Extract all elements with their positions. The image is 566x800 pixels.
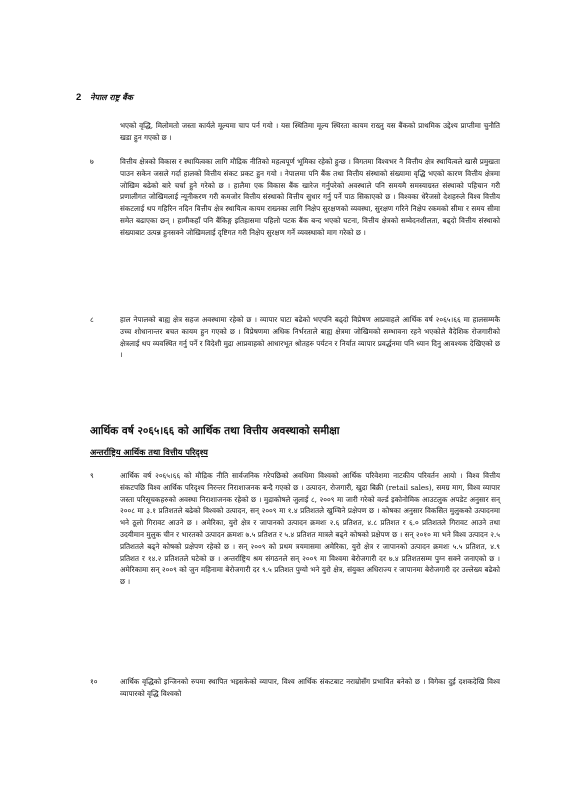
page-number: 2 [76, 92, 82, 103]
paragraph-continued: भएको वृद्धि, मिलोमतो जस्ता कार्यले मूल्यमा चाप पर्न गयो । यस स्थितिमा मूल्य स्थिरता कायम राख्नु यस बैंकको प्राथमिक उद्देश्य प्राप्तीमा चुनौति खडा हुन गएको छ । [120, 121, 500, 142]
paragraph-7: वित्तीय क्षेत्रको विकास र स्थायित्वका लागि मौद्रिक नीतिको महत्वपूर्ण भूमिका रहेको हुन्छ । विगतमा विश्वभर नै वित्तीय क्षेत्र स्थायित्वले खासै प्रमुखता पाउन सकेन जसले गर्दा हालको वित्तीय संकट प्रकट हुन गयो । नेपालमा पनि बैंक तथा वित्तीय संस्थाको संख्यामा वृद्धि भएको कारण वित्तीय क्षेत्रमा जोखिम बढेको बारे चर्चा हुने गरेको छ । हालैमा एक विकास बैंक खारेज गर्नुपरेको अवस्थाले पनि समयमै समस्याग्रस्त संस्थाको पहिचान गरी प्रणालीगत जोखिमलाई न्यूनीकरण गरी कमजोर वित्तीय संस्थाको वित्तीय सुधार गर्नु पर्ने पाठ सिकाएको छ । विश्वका धेरैजसो देशहरुले विश्व वित्तीय संकटलाई थप गहिरिन नदिन वित्तीय क्षेत्र स्थायित्व कायम राख्नका लागि निक्षेप सुरक्षणको व्यवस्था, सुरक्षण गरिने निक्षेप रकमको सीमा र समय सीमा समेत बढाएका छन् । हामीकहाँ पनि बैंकिङ्ग इतिहासमा पहिलो पटक बैंक बन्द भएको घटना, वित्तीय क्षेत्रको सम्वेदनशीलता, बढ्दो वित्तीय संस्थाको संख्याबाट उत्पन्न हुनसक्ने जोखिमलाई दृष्टिगत गरी निक्षेप सुरक्षण गर्ने व्यवस्थाको माग गरेको छ । [120, 157, 500, 237]
running-title: नेपाल राष्ट्र बैंक [90, 92, 133, 102]
section-heading: आर्थिक वर्ष २०६५।६६ को आर्थिक तथा वित्तीय अवस्थाको समीक्षा [90, 425, 340, 437]
paragraph-9: आर्थिक वर्ष २०६५।६६ को मौद्रिक नीति सार्वजनिक गरेपछिको अवधिमा विश्वको आर्थिक परिवेशमा नाटकीय परिवर्तन आयो । विश्व वित्तीय संकटपछि विश्व आर्थिक परिदृश्य निरन्तर निराशाजनक बन्दै गएको छ । उत्पादन, रोजगारी, खुद्रा बिक्री (retail sales), समग्र माग, विश्व व्यापार जस्ता परिसूचकहरुको अवस्था निराशाजनक रहेको छ । मुद्राकोषले जुलाई ८, २००९ मा जारी गरेको वर्ल्ड इकोनोमिक आउटलुक अपडेट अनुसार सन् २००८ मा ३.१ प्रतिशतले बढेको विश्वको उत्पादन, सन् २००९ मा १.४ प्रतिशतले खुम्चिने प्रक्षेपण छ । कोषका अनुसार विकसित मुलुकको उत्पादनमा भने ठूलो गिरावट आउने छ । अमेरिका, युरो क्षेत्र र जापानको उत्पादन क्रमशः २.६ प्रतिशत, ४.८ प्रतिशत र ६.० प्रतिशतले गिरावट आउने तथा उदयीमान मुलुक चीन र भारतको उत्पादन क्रमशः ७.५ प्रतिशत र ५.४ प्रतिशत मात्रले बढ्ने कोषको प्रक्षेपण छ । सन् २०१० मा भने विश्व उत्पादन २.५ प्रतिशतले बढ्ने कोषको प्रक्षेपण रहेको छ । सन् २००९ को प्रथम त्रयमासमा अमेरिका, युरो क्षेत्र र जापानको उत्पादन क्रमशः ५.५ प्रतिशत, ४.९ प्रतिशत र १४.२ प्रतिशतले घटेको छ । अन्तर्राष्ट्रिय श्रम संगठनले सन् २००९ मा विश्वमा बेरोजगारी दर ७.४ प्रतिशतसम्म पुग्न सक्ने जनाएको छ । अमेरिकामा सन् २००९ को जुन महिनामा बेरोजगारी दर ९.५ प्रतिशत पुग्यो भने युरो क्षेत्र, संयुक्त अधिराज्य र जापानमा बेरोजगारी दर उल्लेख्य बढेको छ । [120, 471, 500, 587]
paragraph-number: ९ [90, 471, 94, 480]
paragraph-10: आर्थिक वृद्धिको इन्जिनको रुपमा स्थापित भइसकेको व्यापार, विश्व आर्थिक संकटबाट नराम्रोसँग प्रभावित बनेको छ । विगेका दुई दशकदेखि विश्व व्यापारको वृद्धि विश्वको [120, 677, 500, 698]
page-header [76, 92, 133, 103]
paragraph-8: हाल नेपालको बाह्य क्षेत्र सहज अवस्थामा रहेको छ । व्यापार घाटा बढेको भएपनि बढ्दो विप्रेषण आप्रवाहले आर्थिक वर्ष २०६५।६६ मा हालसम्मकै उच्च शोधानान्तर बचत कायम हुन गएको छ । विप्रेषणमा अधिक निर्भरताले बाह्य क्षेत्रमा जोखिमको सम्भावना रहने भएकोले वैदेशिक रोजगारीको क्षेत्रलाई थप व्यवस्थित गर्नु पर्ने र विदेशी मुद्रा आप्रवाहको आधारभूत श्रोतहरु पर्यटन र निर्यात व्यापार प्रवर्द्धनमा पनि ध्यान दिनु आवश्यक देखिएको छ । [120, 315, 500, 360]
paragraph-number: १० [90, 677, 98, 686]
paragraph-number: ७ [90, 157, 94, 166]
subsection-heading: अन्तर्राष्ट्रिय आर्थिक तथा वित्तीय परिदृश्य [90, 447, 208, 457]
paragraph-number: ८ [90, 315, 94, 324]
